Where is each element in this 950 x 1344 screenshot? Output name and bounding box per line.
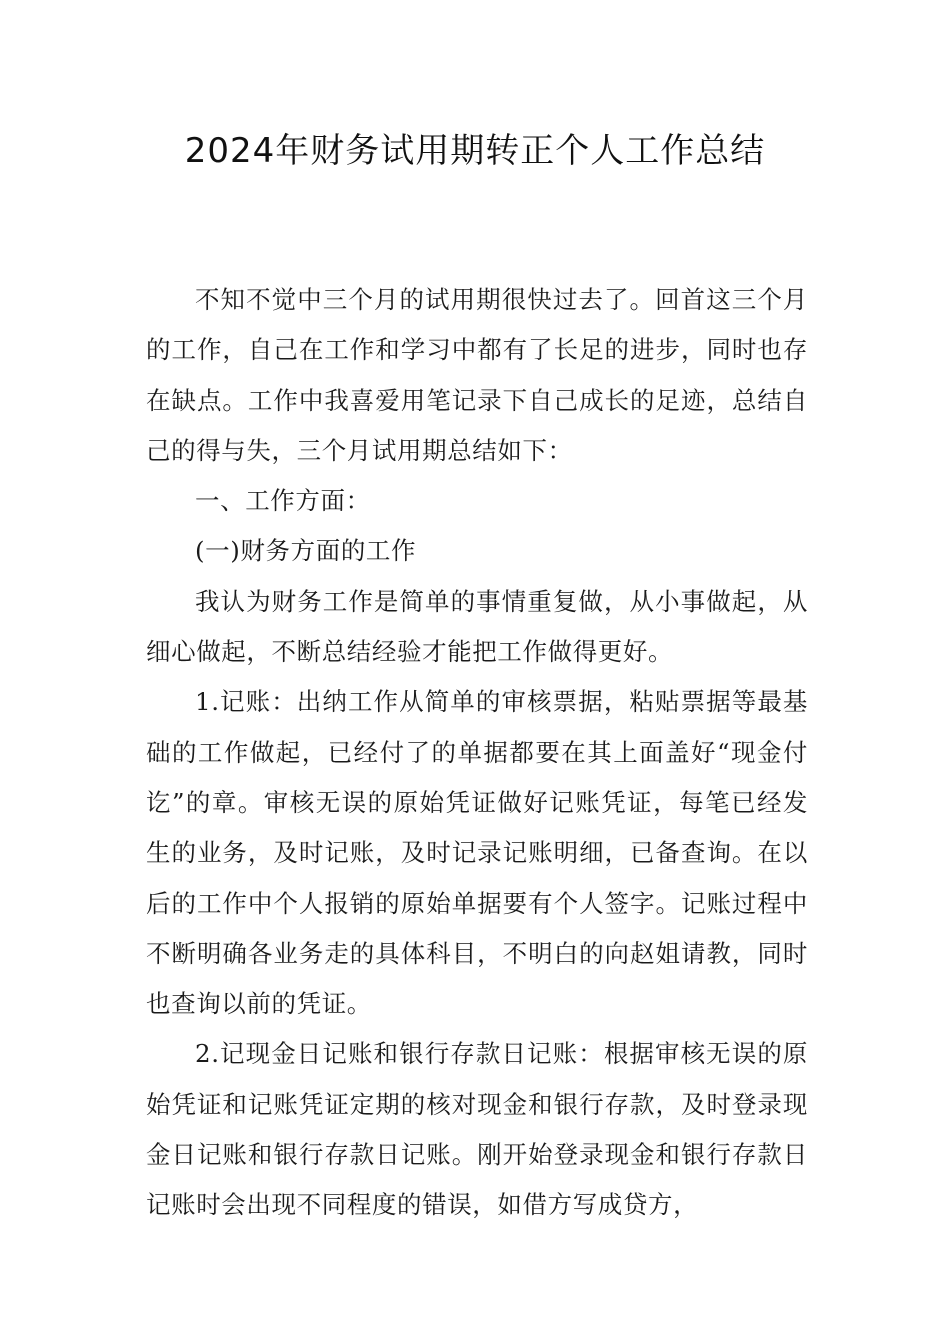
paragraph-journal: 2.记现金日记账和银行存款日记账：根据审核无误的原始凭证和记账凭证定期的核对现金和银行存款，及时登录现金日记账和银行存款日记账。刚开始登录现金和银行存款日记账时会出现不同程度的错误，如借方写成贷方，	[146, 1039, 808, 1220]
document-title: 2024年财务试用期转正个人工作总结	[184, 131, 766, 171]
document-body	[146, 275, 808, 1231]
paragraph-intro: 不知不觉中三个月的试用期很快过去了。回首这三个月的工作，自己在工作和学习中都有了长足的进步，同时也存在缺点。工作中我喜爱用笔记录下自己成长的足迹，总结自己的得与失，三个月试用期总结如下：	[146, 285, 808, 465]
subsection-heading-finance: (一)财务方面的工作	[195, 536, 417, 566]
section-heading-work: 一、工作方面：	[195, 486, 371, 516]
paragraph-finance-view: 我认为财务工作是简单的事情重复做，从小事做起，从细心做起，不断总结经验才能把工作做得更好。	[146, 586, 808, 667]
paragraph-bookkeeping: 1.记账：出纳工作从简单的审核票据，粘贴票据等最基础的工作做起，已经付了的单据都要在其上面盖好“现金付讫”的章。审核无误的原始凭证做好记账凭证，每笔已经发生的业务，及时记账，及时记录记账明细，已备查询。在以后的工作中个人报销的原始单据要有个人签字。记账过程中不断明确各业务走的具体科目，不明白的向赵姐请教，同时也查询以前的凭证。	[146, 687, 808, 1019]
